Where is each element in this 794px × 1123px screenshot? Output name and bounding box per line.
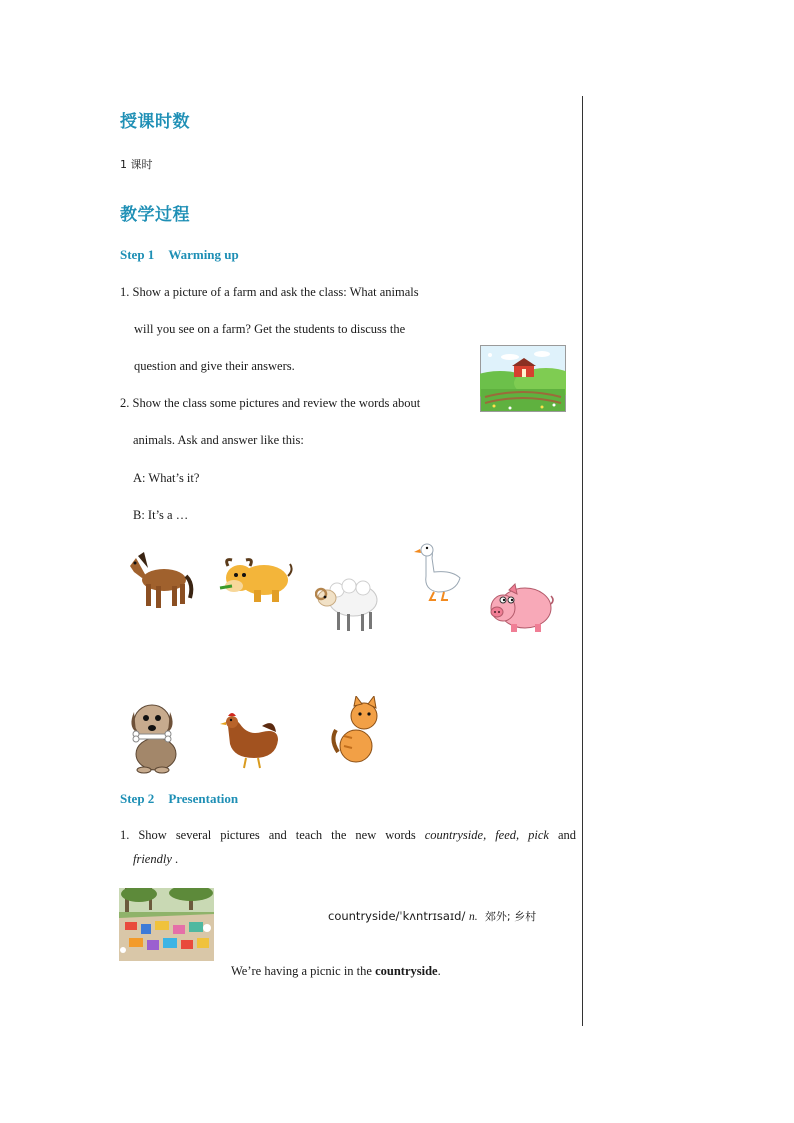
example-prefix: We’re having a picnic in the [231, 964, 376, 978]
word-pick: pick [528, 828, 549, 842]
vocab-word: countryside [328, 909, 396, 923]
word-countryside: countryside, [424, 828, 487, 842]
word-friendly: friendly [133, 852, 172, 866]
hen-icon [218, 706, 282, 770]
step2-period: . [171, 852, 179, 866]
word-and: and [557, 828, 576, 842]
step1-item2-line1: 2. Show the class some pictures and review the words about [120, 396, 421, 410]
step1-label: Step 1 [120, 247, 155, 262]
heading-process: 教学过程 [120, 205, 190, 225]
dialog-a: A: What’s it? [133, 471, 200, 485]
step1-name: Warming up [168, 247, 239, 262]
step1-item2-line2: animals. Ask and answer like this: [133, 433, 304, 447]
heading-hours: 授课时数 [120, 112, 190, 132]
picnic-picture [119, 888, 214, 961]
step2-item1-line1 [120, 828, 576, 843]
example-bold-word: countryside [375, 964, 438, 978]
dialog-b: B: It’s a … [133, 508, 189, 522]
word-feed: feed, [495, 828, 520, 842]
step2-label: Step 2 [120, 791, 155, 806]
cow-icon [218, 548, 294, 606]
step1-item1-line3: question and give their answers. [134, 359, 295, 373]
vocab-pos: n. [469, 911, 478, 923]
vocab-meaning: 郊外; 乡村 [484, 910, 537, 923]
vocab-entry [328, 908, 536, 924]
step1-item1-line2: will you see on a farm? Get the students to discuss the [134, 322, 406, 336]
step2-name: Presentation [168, 791, 239, 806]
horse-icon [128, 548, 196, 612]
farm-picture [480, 345, 566, 412]
pig-icon [487, 578, 555, 636]
step2-item1-prefix: 1. Show several pictures and teach the new words [120, 828, 416, 842]
goose-icon [412, 542, 464, 604]
step2-heading [120, 791, 238, 807]
vocab-phonetic: /ˈkʌntrɪsaɪd/ [395, 909, 466, 923]
step1-heading [120, 247, 239, 263]
example-suffix: . [437, 964, 441, 978]
hours-value: 1 课时 [120, 158, 153, 171]
margin-rule [582, 96, 583, 1026]
dog-icon [126, 698, 182, 774]
example-sentence [231, 964, 441, 979]
cat-icon [330, 696, 384, 766]
step1-item1-line1: 1. Show a picture of a farm and ask the class: What animals [120, 285, 419, 299]
sheep-icon [315, 572, 381, 634]
step2-item1-line2 [133, 852, 178, 867]
